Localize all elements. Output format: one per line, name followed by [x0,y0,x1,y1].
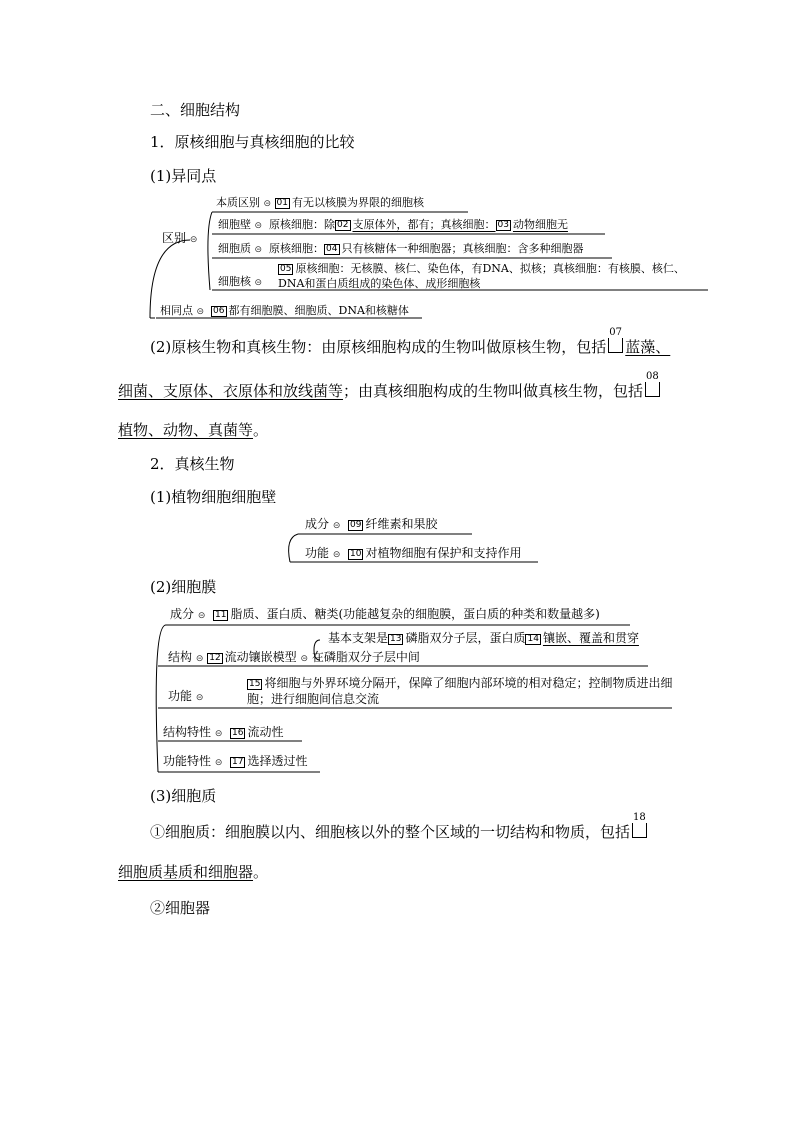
row-nucleus-label [218,276,262,288]
row-content: 选择透过性 [247,754,308,768]
distinguish-text: 区别 [162,231,187,245]
row-label: 细胞壁 [218,218,251,231]
row-label: 相同点 [160,304,193,317]
cell-wall-heading: (1)植物细胞细胞壁 [150,488,277,506]
subsection-1-heading: 1．原核细胞与真核细胞的比较 [150,133,355,151]
answer-number: 15 [249,679,261,689]
answer-number: 08 [646,371,659,382]
minus-circle-icon: ⊝ [254,245,263,255]
minus-circle-icon: ⊝ [254,221,263,231]
row-content: 对植物细胞有保护和支持作用 [365,546,522,560]
minus-circle-icon: ⊝ [263,199,272,209]
row-content: 原核细胞： [269,242,325,255]
row-label: 细胞核 [218,275,251,288]
row-label: 成分 [170,607,195,621]
paragraph-text: 。 [253,421,269,439]
minus-circle-icon: ⊝ [332,550,341,560]
membrane-heading: (2)细胞膜 [150,578,217,596]
membrane-function-line1 [247,677,672,690]
minus-circle-icon: ⊝ [196,307,205,317]
minus-circle-icon: ⊝ [332,521,341,531]
row-content: 基本支架是 [328,631,389,645]
paragraph-text: ①细胞质：细胞膜以内、细胞核以外的整个区域的一切结构和物质，包括 [150,823,631,841]
row-label: 功能 [305,546,330,560]
cell-wall-function [305,547,522,560]
row-content: 原核细胞：除 [269,218,336,231]
answer-number: 16 [232,728,244,738]
answer-marker [632,812,647,838]
row-content: 有无以核膜为界限的细胞核 [292,196,424,209]
row-label: 细胞质 [218,242,251,255]
paragraph-2-line-3 [118,423,268,438]
answer-number: 05 [280,264,292,274]
membrane-composition [170,608,600,621]
cell-wall-composition [305,518,438,531]
row-essential-difference [216,197,424,209]
cytoplasm-heading: (3)细胞质 [150,787,217,805]
answer-text: 细菌、支原体、衣原体和放线菌等 [118,382,344,400]
section-heading: 二、细胞结构 [150,101,241,119]
minus-circle-icon: ⊝ [254,278,263,288]
answer-marker [608,327,623,353]
row-content: 支原体外，都有；真核细胞： [352,218,496,231]
membrane-structure-a [328,632,639,645]
answer-text: 细胞质基质和细胞器 [118,863,254,881]
membrane-function-label [168,690,203,703]
answer-number: 18 [633,812,646,823]
membrane-structure [168,651,420,664]
row-content: 脂质、蛋白质、糖类(功能越复杂的细胞膜，蛋白质的种类和数量越多) [230,607,600,621]
paragraph-2-line-1 [150,327,671,356]
row-content: 镶嵌、覆盖和贯穿 [542,631,639,645]
answer-number: 13 [390,634,402,644]
minus-circle-icon: ⊝ [189,235,198,245]
row-content: 都有细胞膜、细胞质、DNA和核糖体 [228,304,409,317]
paragraph-text: ；由真核细胞构成的生物叫做真核生物，包括 [343,382,644,400]
row-content: 流动性 [247,725,284,739]
organelle-heading: ②细胞器 [150,899,211,917]
row-cell-wall [218,219,568,231]
row-content: 原核细胞：无核膜、核仁、染色体，有DNA、拟核；真核细胞：有核膜、核仁、 [295,262,685,275]
membrane-function-line2: 胞；进行细胞间信息交流 [247,692,380,706]
answer-text: 植物、动物、真菌等 [118,421,254,439]
row-label: 功能 [168,689,193,703]
row-content: 只有核糖体一种细胞器；真核细胞：含多种细胞器 [341,242,584,255]
row-label: 结构特性 [163,725,212,739]
minus-circle-icon: ⊝ [214,758,223,768]
row-content: 纤维素和果胶 [365,517,438,531]
minus-circle-icon: ⊝ [197,611,206,621]
minus-circle-icon: ⊝ [300,654,309,664]
answer-number: 10 [350,549,362,559]
row-content: 流动镶嵌模型 [224,650,297,664]
answer-number: 01 [276,198,288,208]
paragraph-text: (2)原核生物和真核生物：由原核细胞构成的生物叫做原核生物，包括 [150,338,607,356]
subsection-2-heading: 2．真核生物 [150,455,235,473]
answer-number: 07 [609,327,622,338]
answer-number: 11 [215,610,227,620]
row-label: 本质区别 [216,196,260,209]
row-label: 功能特性 [163,754,212,768]
row-content: 在磷脂双分子层中间 [311,650,420,664]
row-label: 成分 [305,517,330,531]
answer-number: 03 [497,220,509,230]
answer-number: 12 [209,653,221,663]
row-similarity [160,305,409,317]
row-content: 动物细胞无 [512,218,568,231]
row-nucleus-line1 [278,263,685,275]
answer-number: 02 [337,220,349,230]
paragraph-text: 。 [253,863,269,881]
membrane-functional-property [163,755,308,768]
answer-number: 06 [213,306,225,316]
answer-number: 14 [527,634,539,644]
minus-circle-icon: ⊝ [214,729,223,739]
answer-number: 17 [232,757,244,767]
row-nucleus-line2: DNA和蛋白质组成的染色体、成形细胞核 [278,277,481,290]
distinguish-label [162,232,197,245]
minus-circle-icon: ⊝ [195,693,204,703]
cytoplasm-line-1 [150,812,649,841]
row-label: 结构 [168,650,193,664]
answer-marker [645,371,660,397]
answer-number: 04 [326,244,338,254]
row-content: 将细胞与外界环境分隔开，保障了细胞内部环境的相对稳定；控制物质进出细 [264,676,673,690]
part-1-heading: (1)异同点 [150,167,217,185]
paragraph-2-line-2 [118,371,662,400]
answer-number: 09 [350,520,362,530]
membrane-structural-property [163,726,284,739]
row-content: 磷脂双分子层，蛋白质 [405,631,526,645]
answer-text: 蓝藻、 [625,338,671,356]
cytoplasm-line-2 [118,865,268,880]
row-cytoplasm [218,243,584,255]
minus-circle-icon: ⊝ [195,654,204,664]
